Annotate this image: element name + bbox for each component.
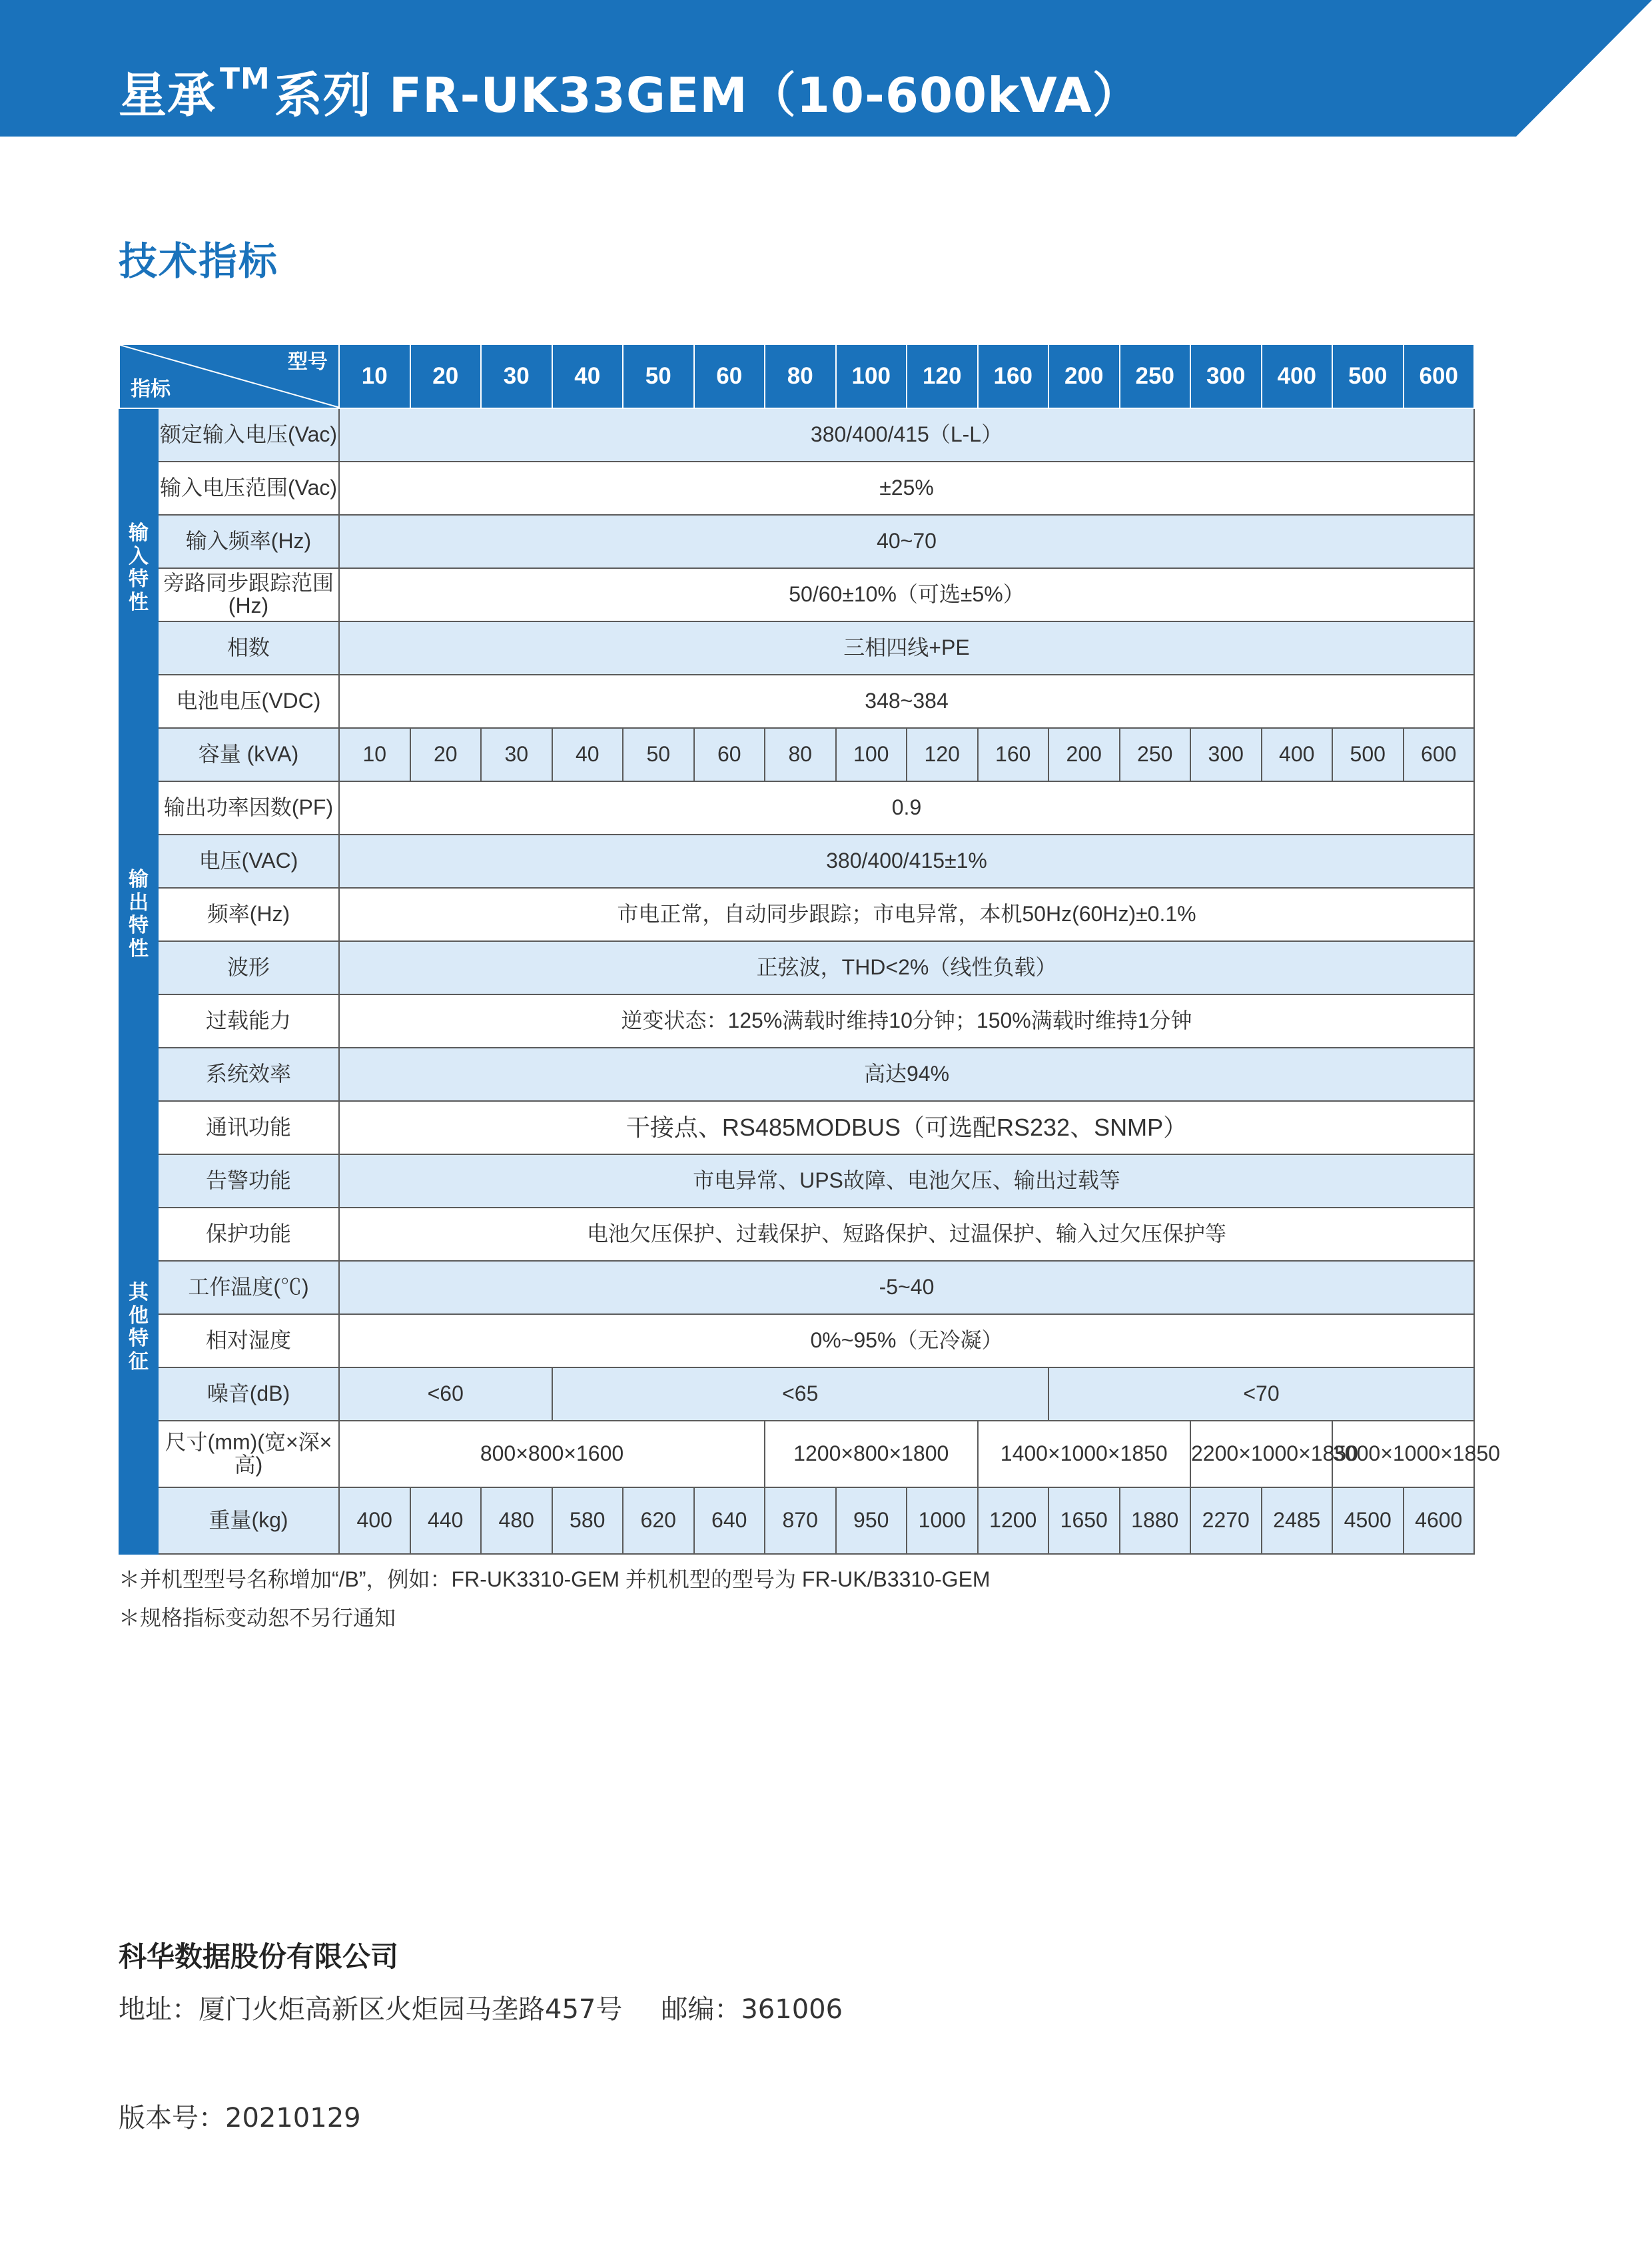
row-label: 工作温度(℃) xyxy=(158,1261,339,1314)
row-value: 50/60±10%（可选±5%） xyxy=(339,568,1474,621)
weight-cell: 1200 xyxy=(978,1487,1049,1554)
model-header: 120 xyxy=(907,344,978,408)
weight-cell: 580 xyxy=(552,1487,623,1554)
dimension-cell: 800×800×1600 xyxy=(339,1421,765,1487)
row-value: 40~70 xyxy=(339,515,1474,568)
row-label: 相数 xyxy=(158,621,339,675)
table-row xyxy=(119,675,1474,728)
row-label: 旁路同步跟踪范围(Hz) xyxy=(158,568,339,621)
weight-cell: 440 xyxy=(410,1487,482,1554)
table-row xyxy=(119,1154,1474,1208)
weight-cell: 620 xyxy=(623,1487,694,1554)
capacity-cell: 60 xyxy=(694,728,765,781)
row-value: ±25% xyxy=(339,462,1474,515)
footnote-spec-change: ＊规格指标变动恕不另行通知 xyxy=(119,1606,396,1630)
noise-cell: <60 xyxy=(339,1367,552,1421)
capacity-cell: 500 xyxy=(1332,728,1404,781)
row-value: 380/400/415±1% xyxy=(339,835,1474,888)
row-value: 市电正常，自动同步跟踪；市电异常，本机50Hz(60Hz)±0.1% xyxy=(339,888,1474,941)
version-number: 版本号：20210129 xyxy=(119,2103,361,2133)
row-value: 干接点、RS485MODBUS（可选配RS232、SNMP） xyxy=(339,1101,1474,1154)
table-row xyxy=(119,1208,1474,1261)
capacity-cell: 250 xyxy=(1120,728,1191,781)
table-row xyxy=(119,835,1474,888)
title-trademark: TM xyxy=(220,62,270,96)
table-row xyxy=(119,994,1474,1048)
row-label: 电压(VAC) xyxy=(158,835,339,888)
table-row xyxy=(119,621,1474,675)
capacity-cell: 400 xyxy=(1262,728,1333,781)
row-label: 频率(Hz) xyxy=(158,888,339,941)
table-row xyxy=(119,1421,1474,1487)
section-title: 技术指标 xyxy=(119,238,279,284)
table-row xyxy=(119,781,1474,835)
row-label: 通讯功能 xyxy=(158,1101,339,1154)
weight-cell: 2485 xyxy=(1262,1487,1333,1554)
weight-cell: 4500 xyxy=(1332,1487,1404,1554)
row-label: 重量(kg) xyxy=(158,1487,339,1554)
corner-spec-label: 指标 xyxy=(131,378,171,400)
row-value: 0.9 xyxy=(339,781,1474,835)
capacity-cell: 20 xyxy=(410,728,482,781)
company-address xyxy=(119,1988,843,2026)
noise-cell: <70 xyxy=(1048,1367,1474,1421)
table-header-row xyxy=(119,344,1474,408)
row-label: 告警功能 xyxy=(158,1154,339,1208)
model-header: 80 xyxy=(765,344,836,408)
row-value: 市电异常、UPS故障、电池欠压、输出过载等 xyxy=(339,1154,1474,1208)
table-row xyxy=(119,1487,1474,1554)
model-header: 300 xyxy=(1190,344,1262,408)
row-value: -5~40 xyxy=(339,1261,1474,1314)
noise-cell: <65 xyxy=(552,1367,1049,1421)
row-value: 逆变状态：125%满载时维持10分钟；150%满载时维持1分钟 xyxy=(339,994,1474,1048)
category-input: 输入特性 xyxy=(119,408,158,728)
row-label: 额定输入电压(Vac) xyxy=(158,408,339,462)
model-header: 250 xyxy=(1120,344,1191,408)
capacity-cell: 600 xyxy=(1404,728,1475,781)
capacity-cell: 300 xyxy=(1190,728,1262,781)
title-series: 系列 FR-UK33GEM（10-600kVA） xyxy=(274,67,1141,123)
row-value: 三相四线+PE xyxy=(339,621,1474,675)
table-row xyxy=(119,1048,1474,1101)
model-header: 100 xyxy=(836,344,907,408)
row-label: 保护功能 xyxy=(158,1208,339,1261)
row-value: 正弦波，THD<2%（线性负载） xyxy=(339,941,1474,994)
model-header: 200 xyxy=(1048,344,1120,408)
category-output: 输出特性 xyxy=(119,728,158,1101)
header-banner xyxy=(0,0,1652,137)
row-label: 系统效率 xyxy=(158,1048,339,1101)
weight-cell: 870 xyxy=(765,1487,836,1554)
dimension-cell: 1400×1000×1850 xyxy=(978,1421,1191,1487)
capacity-cell: 40 xyxy=(552,728,623,781)
weight-cell: 4600 xyxy=(1404,1487,1475,1554)
table-row xyxy=(119,515,1474,568)
title-brand: 星承 xyxy=(119,67,216,123)
table-corner-header xyxy=(119,344,339,408)
weight-cell: 480 xyxy=(481,1487,552,1554)
category-other: 其他特征 xyxy=(119,1101,158,1554)
table-row xyxy=(119,1367,1474,1421)
weight-cell: 640 xyxy=(694,1487,765,1554)
table-row xyxy=(119,941,1474,994)
capacity-cell: 200 xyxy=(1048,728,1120,781)
row-value: 电池欠压保护、过载保护、短路保护、过温保护、输入过欠压保护等 xyxy=(339,1208,1474,1261)
table-row xyxy=(119,568,1474,621)
table-row xyxy=(119,1101,1474,1154)
capacity-cell: 100 xyxy=(836,728,907,781)
table-row xyxy=(119,728,1474,781)
table-row xyxy=(119,462,1474,515)
row-label: 波形 xyxy=(158,941,339,994)
spec-table xyxy=(119,344,1500,1555)
dimension-cell: 1200×800×1800 xyxy=(765,1421,978,1487)
row-label: 输出功率因数(PF) xyxy=(158,781,339,835)
weight-cell: 2270 xyxy=(1190,1487,1262,1554)
postcode-text: 邮编：361006 xyxy=(661,1994,843,2025)
row-value: 348~384 xyxy=(339,675,1474,728)
row-label: 噪音(dB) xyxy=(158,1367,339,1421)
row-value: 0%~95%（无冷凝） xyxy=(339,1314,1474,1367)
capacity-cell: 80 xyxy=(765,728,836,781)
model-header: 600 xyxy=(1404,344,1475,408)
capacity-cell: 120 xyxy=(907,728,978,781)
capacity-cell: 50 xyxy=(623,728,694,781)
table-row xyxy=(119,408,1474,462)
address-text: 地址：厦门火炬高新区火炬园马垄路457号 xyxy=(119,1994,623,2025)
table-row xyxy=(119,1314,1474,1367)
dimension-cell: 2200×1000×1850 xyxy=(1190,1421,1332,1487)
row-label: 尺寸(mm)(宽×深×高) xyxy=(158,1421,339,1487)
row-value: 380/400/415（L-L） xyxy=(339,408,1474,462)
weight-cell: 1000 xyxy=(907,1487,978,1554)
weight-cell: 1650 xyxy=(1048,1487,1120,1554)
model-header: 10 xyxy=(339,344,410,408)
row-value: 高达94% xyxy=(339,1048,1474,1101)
model-header: 160 xyxy=(978,344,1049,408)
footnote-parallel-model: ＊并机型型号名称增加“/B”，例如：FR-UK3310-GEM 并机机型的型号为 FR-UK/B3310-GEM xyxy=(119,1567,991,1591)
company-name: 科华数据股份有限公司 xyxy=(119,1940,399,1973)
model-header: 50 xyxy=(623,344,694,408)
capacity-cell: 160 xyxy=(978,728,1049,781)
model-header: 20 xyxy=(410,344,482,408)
row-label: 相对湿度 xyxy=(158,1314,339,1367)
capacity-cell: 30 xyxy=(481,728,552,781)
table-row xyxy=(119,888,1474,941)
capacity-cell: 10 xyxy=(339,728,410,781)
model-header: 60 xyxy=(694,344,765,408)
row-label: 过载能力 xyxy=(158,994,339,1048)
model-header: 40 xyxy=(552,344,623,408)
model-header: 30 xyxy=(481,344,552,408)
dimension-cell: 3000×1000×1850 xyxy=(1332,1421,1474,1487)
page-title xyxy=(119,57,1141,126)
row-label: 输入电压范围(Vac) xyxy=(158,462,339,515)
table-row xyxy=(119,1261,1474,1314)
corner-model-label: 型号 xyxy=(288,351,328,373)
weight-cell: 1880 xyxy=(1120,1487,1191,1554)
row-label: 输入频率(Hz) xyxy=(158,515,339,568)
weight-cell: 400 xyxy=(339,1487,410,1554)
model-header: 400 xyxy=(1262,344,1333,408)
row-label: 电池电压(VDC) xyxy=(158,675,339,728)
weight-cell: 950 xyxy=(836,1487,907,1554)
model-header: 500 xyxy=(1332,344,1404,408)
row-label: 容量 (kVA) xyxy=(158,728,339,781)
